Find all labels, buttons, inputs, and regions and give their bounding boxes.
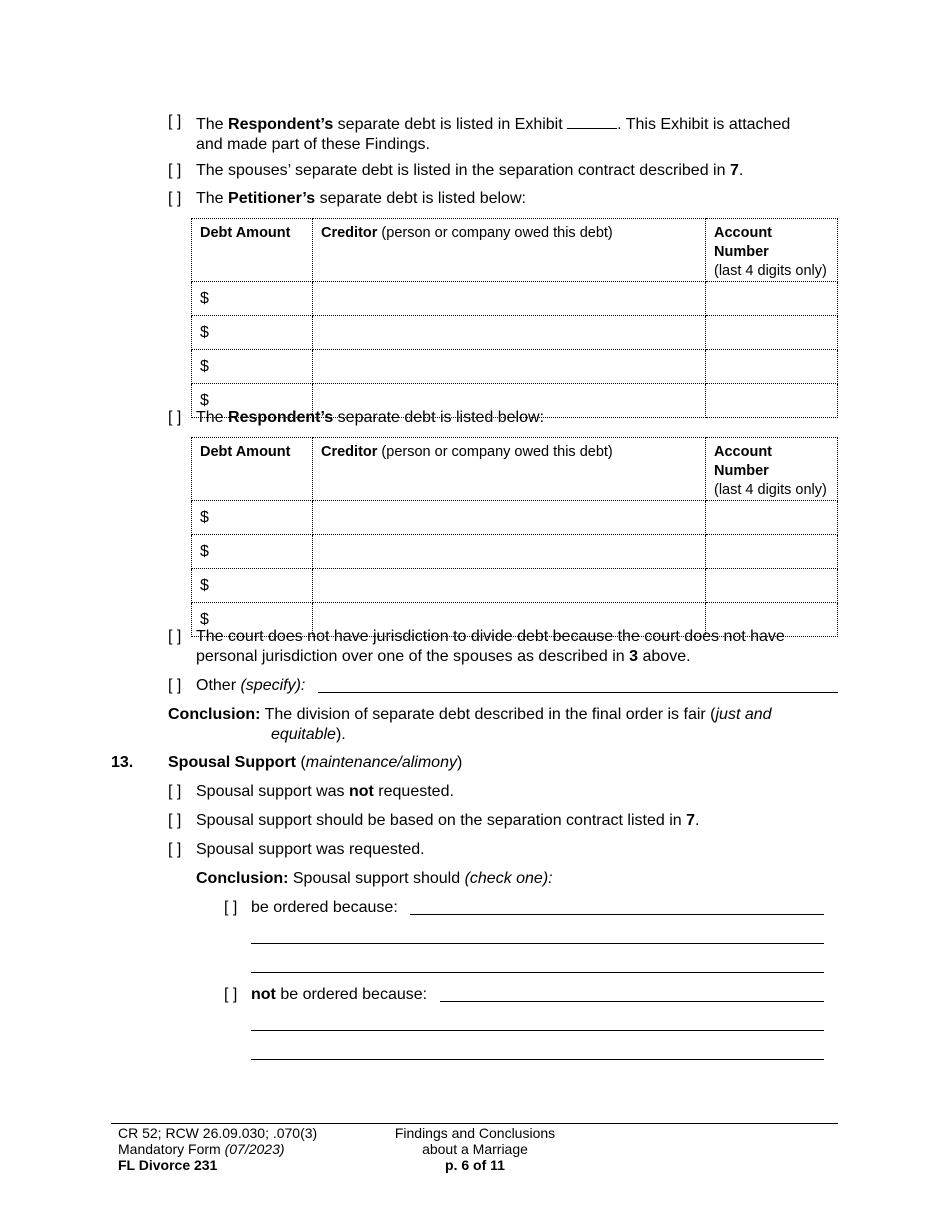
checkbox[interactable]: [ ] bbox=[168, 628, 182, 645]
debt-amount-cell[interactable]: $ bbox=[192, 350, 313, 384]
checkbox[interactable]: [ ] bbox=[168, 113, 182, 130]
debt-amount-cell[interactable]: $ bbox=[192, 282, 313, 316]
footer-rule-citation: CR 52; RCW 26.09.030; .070(3) bbox=[118, 1125, 318, 1141]
bold-term: not bbox=[251, 986, 276, 1003]
text: above. bbox=[638, 648, 691, 665]
footer-title-line2: about a Marriage bbox=[422, 1141, 528, 1157]
italic-note: (specify): bbox=[240, 677, 306, 694]
table-row bbox=[192, 501, 838, 535]
header-creditor: Creditor (person or company owed this debt) bbox=[313, 438, 706, 501]
checkbox[interactable]: [ ] bbox=[168, 162, 182, 179]
account-number-cell[interactable] bbox=[706, 350, 838, 384]
debt-amount-cell[interactable]: $ bbox=[192, 384, 313, 418]
creditor-cell[interactable] bbox=[313, 350, 706, 384]
checkbox[interactable]: [ ] bbox=[168, 409, 182, 426]
text: Other bbox=[196, 677, 241, 694]
table-header-row bbox=[192, 219, 838, 282]
text: be ordered because: bbox=[251, 899, 398, 916]
petitioner-debt-table bbox=[191, 218, 838, 418]
text: The spouses’ separate debt is listed in the separation contract described in bbox=[196, 162, 730, 179]
text: separate debt is listed below: bbox=[315, 190, 526, 207]
account-number-cell[interactable] bbox=[706, 569, 838, 603]
section-title: Spousal Support (maintenance/alimony) bbox=[168, 754, 463, 771]
bold-term: 3 bbox=[629, 648, 639, 665]
ordered-reason-line[interactable] bbox=[251, 972, 824, 973]
support-conclusion bbox=[196, 869, 836, 889]
text: The bbox=[196, 116, 229, 133]
table-header-row bbox=[192, 438, 838, 501]
account-number-cell[interactable] bbox=[706, 282, 838, 316]
table-row bbox=[192, 316, 838, 350]
bold-term: 7 bbox=[686, 812, 696, 829]
checkbox[interactable]: [ ] bbox=[224, 986, 238, 1003]
checkbox[interactable]: [ ] bbox=[168, 783, 182, 800]
table-row bbox=[192, 535, 838, 569]
table-row bbox=[192, 569, 838, 603]
text: . bbox=[695, 812, 700, 829]
text: . bbox=[738, 162, 744, 179]
footer-form-id: FL Divorce 231 bbox=[118, 1157, 218, 1173]
ordered-reason-line[interactable] bbox=[251, 943, 824, 944]
text: be ordered because: bbox=[275, 986, 428, 1003]
text: The bbox=[196, 409, 229, 426]
text: ). bbox=[335, 726, 346, 743]
header-debt-amount: Debt Amount bbox=[192, 219, 313, 282]
italic-note: (check one): bbox=[464, 870, 553, 887]
footer-title-line1: Findings and Conclusions bbox=[394, 1125, 556, 1141]
text: The court does not have jurisdiction to divide debt because the court does not have bbox=[196, 628, 785, 645]
header-debt-amount: Debt Amount bbox=[192, 438, 313, 501]
table-row bbox=[192, 350, 838, 384]
section-title-text: Spousal Support bbox=[168, 754, 296, 771]
account-number-cell[interactable] bbox=[706, 501, 838, 535]
header-creditor: Creditor (person or company owed this debt) bbox=[313, 219, 706, 282]
creditor-cell[interactable] bbox=[313, 569, 706, 603]
checkbox[interactable]: [ ] bbox=[168, 190, 182, 207]
account-number-cell[interactable] bbox=[706, 316, 838, 350]
footer-mandatory: Mandatory Form bbox=[118, 1141, 225, 1157]
checkbox[interactable]: [ ] bbox=[168, 677, 182, 694]
text: . This Exhibit is attached bbox=[617, 116, 791, 133]
header-account-number: Account Number (last 4 digits only) bbox=[706, 438, 838, 501]
text: Spousal support was requested. bbox=[196, 841, 425, 858]
conclusion-label: Conclusion: bbox=[196, 870, 289, 887]
not-ordered-reason-line[interactable] bbox=[440, 1001, 824, 1002]
footer-date: (07/2023) bbox=[224, 1141, 285, 1157]
text: personal jurisdiction over one of the spouses as described in bbox=[196, 648, 630, 665]
header-account-number: Account Number (last 4 digits only) bbox=[706, 219, 838, 282]
bold-term: not bbox=[348, 783, 374, 800]
bold-term: Petitioner’s bbox=[228, 190, 316, 207]
respondent-debt-table bbox=[191, 437, 838, 637]
creditor-cell[interactable] bbox=[313, 535, 706, 569]
section-number: 13. bbox=[111, 754, 134, 771]
not-ordered-reason-line[interactable] bbox=[251, 1030, 824, 1031]
checkbox[interactable]: [ ] bbox=[168, 841, 182, 858]
text: and made part of these Findings. bbox=[196, 136, 430, 153]
ordered-reason-line[interactable] bbox=[410, 914, 824, 915]
text: The division of separate debt described in the final order is fair ( bbox=[260, 706, 716, 723]
text: separate debt is listed below: bbox=[333, 409, 545, 426]
text: requested. bbox=[373, 783, 454, 800]
account-number-cell[interactable] bbox=[706, 535, 838, 569]
text: The bbox=[196, 190, 229, 207]
text: separate debt is listed in Exhibit bbox=[333, 116, 568, 133]
debt-amount-cell[interactable]: $ bbox=[192, 603, 313, 637]
creditor-cell[interactable] bbox=[313, 316, 706, 350]
footer-rule bbox=[111, 1123, 838, 1124]
not-ordered-reason-line[interactable] bbox=[251, 1059, 824, 1060]
debt-amount-cell[interactable]: $ bbox=[192, 316, 313, 350]
other-specify-line[interactable] bbox=[318, 692, 838, 693]
italic-term: equitable bbox=[271, 726, 336, 743]
footer-page-number: p. 6 of 11 bbox=[445, 1157, 505, 1173]
debt-amount-cell[interactable]: $ bbox=[192, 569, 313, 603]
text: Spousal support should bbox=[288, 870, 465, 887]
text: Spousal support should be based on the separation contract listed in bbox=[196, 812, 687, 829]
section-subtitle: maintenance/alimony bbox=[305, 754, 457, 771]
debt-conclusion bbox=[168, 705, 838, 745]
checkbox[interactable]: [ ] bbox=[168, 812, 182, 829]
bold-term: Respondent’s bbox=[228, 116, 334, 133]
creditor-cell[interactable] bbox=[313, 282, 706, 316]
creditor-cell[interactable] bbox=[313, 501, 706, 535]
bold-term: 7 bbox=[729, 162, 739, 179]
debt-amount-cell[interactable]: $ bbox=[192, 535, 313, 569]
checkbox[interactable]: [ ] bbox=[224, 899, 238, 916]
footer-left bbox=[118, 1125, 317, 1173]
footer-center bbox=[370, 1125, 580, 1173]
italic-term: just and bbox=[715, 706, 772, 723]
exhibit-blank-field[interactable] bbox=[567, 112, 617, 129]
table-row bbox=[192, 282, 838, 316]
text: Spousal support was bbox=[196, 783, 349, 800]
conclusion-label: Conclusion: bbox=[168, 706, 261, 723]
bold-term: Respondent’s bbox=[228, 409, 334, 426]
debt-amount-cell[interactable]: $ bbox=[192, 501, 313, 535]
